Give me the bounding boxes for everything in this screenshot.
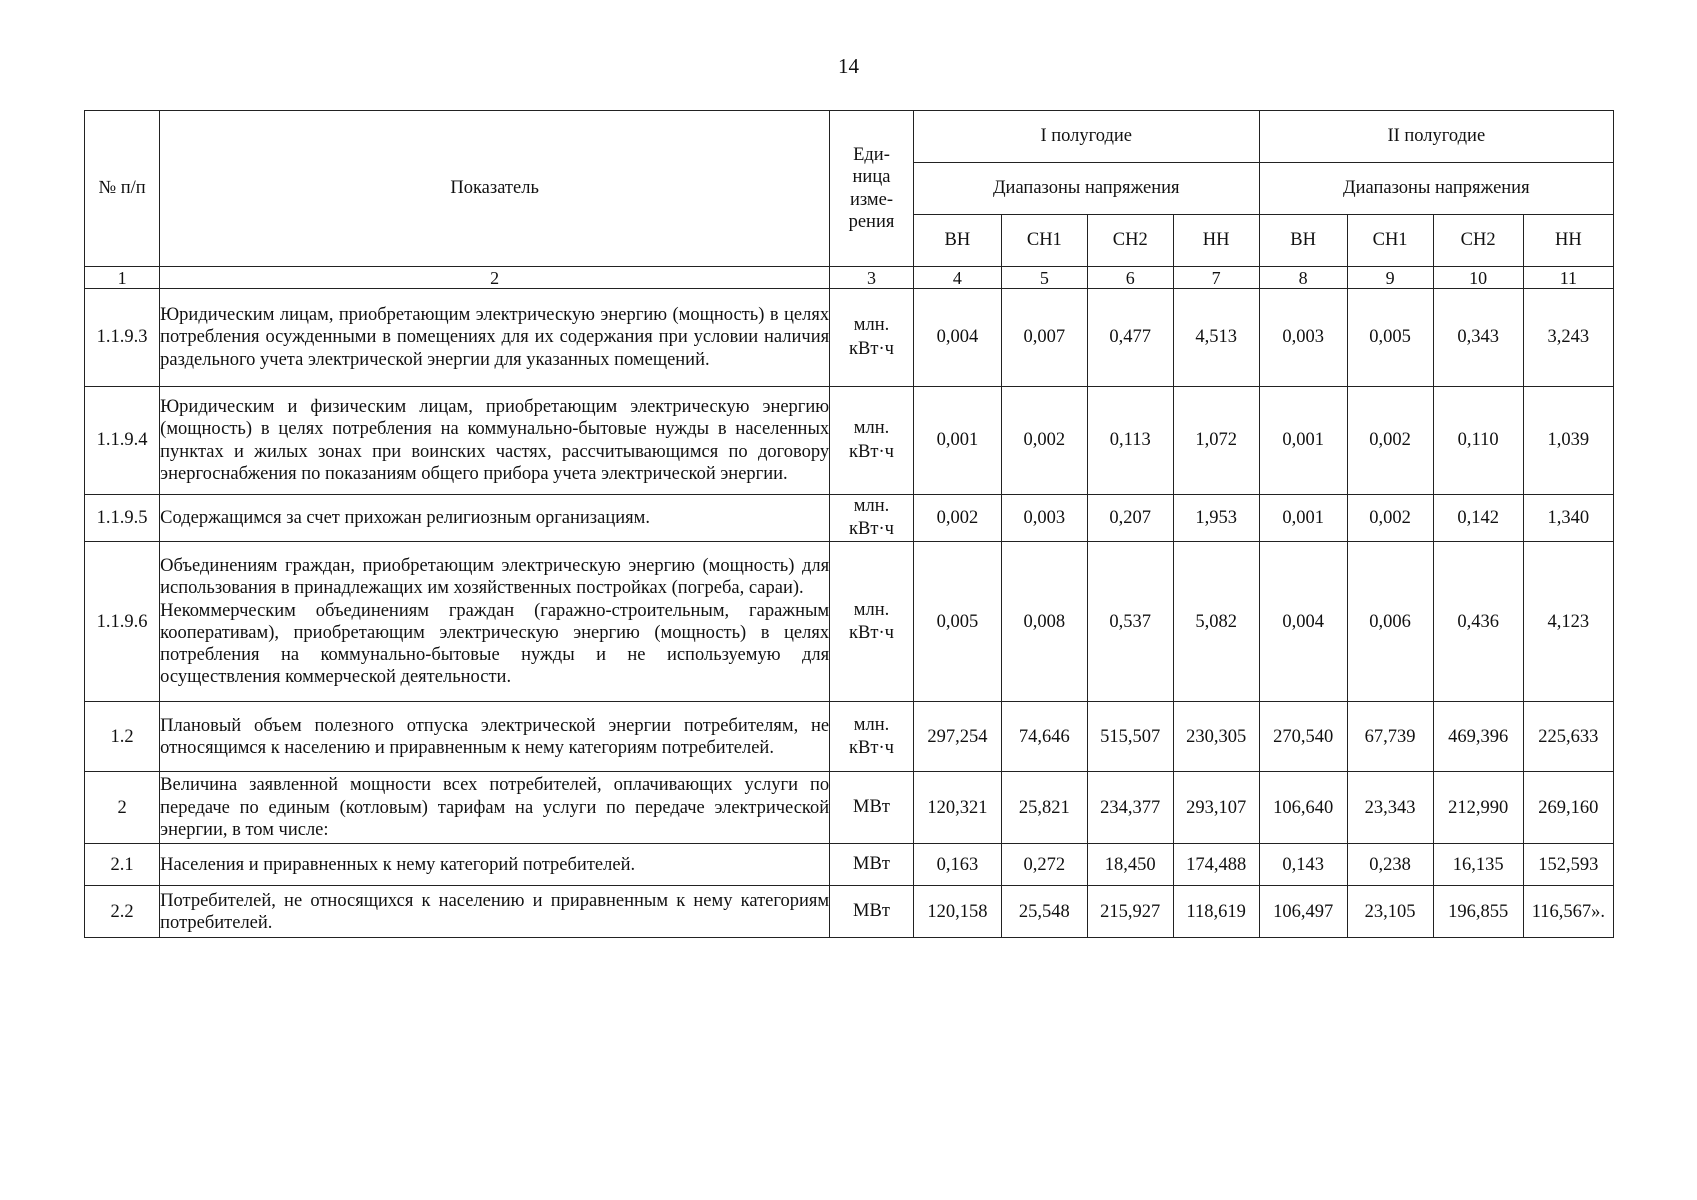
table-row [85,542,1614,702]
row-value: 0,207 [1087,495,1173,542]
row-unit-line: кВт·ч [849,441,894,462]
row-unit-line: кВт·ч [849,622,894,643]
row-unit-line: кВт·ч [849,519,894,540]
row-value: 0,005 [913,542,1001,702]
row-indicator-text: Объединениям граждан, приобретающим электрическую энергию (мощность) для использования в принадлежащих им хозяйственных постройках (погреба, сараи). [160,556,830,599]
row-value: 116,567». [1523,886,1613,938]
header-level: СН1 [1001,215,1087,267]
row-value: 0,163 [913,844,1001,886]
row-unit-line: МВт [853,901,890,922]
row-value: 0,004 [1259,542,1347,702]
row-indicator-text: Потребителей, не относящихся к населению и приравненным к нему категориям потребителей. [160,890,830,933]
row-value: 1,072 [1173,387,1259,495]
row-number: 2.1 [85,844,160,886]
row-value: 0,537 [1087,542,1173,702]
column-number: 1 [85,267,160,289]
row-value: 0,004 [913,289,1001,387]
column-number: 6 [1087,267,1173,289]
row-number: 2.2 [85,886,160,938]
row-indicator [160,289,830,387]
row-unit-line: млн. [853,496,890,516]
column-number: 7 [1173,267,1259,289]
header-level: СН2 [1433,215,1523,267]
row-value: 0,143 [1259,844,1347,886]
row-value: 4,123 [1523,542,1613,702]
row-value: 0,110 [1433,387,1523,495]
row-unit [830,495,914,542]
row-unit-line: млн. [853,714,890,735]
row-value: 120,158 [913,886,1001,938]
row-value: 74,646 [1001,702,1087,772]
row-value: 234,377 [1087,772,1173,844]
column-number: 11 [1523,267,1613,289]
table-row [85,289,1614,387]
row-unit-line: млн. [853,599,890,620]
header-level: СН1 [1347,215,1433,267]
header-level: СН2 [1087,215,1173,267]
row-value: 0,436 [1433,542,1523,702]
table-row [85,772,1614,844]
row-indicator [160,772,830,844]
row-value: 297,254 [913,702,1001,772]
tariff-table [84,110,1614,938]
header-unit-label: Еди-ница изме-рения [848,145,895,232]
row-value: 0,113 [1087,387,1173,495]
row-value: 0,008 [1001,542,1087,702]
row-number: 1.1.9.4 [85,387,160,495]
row-value: 152,593 [1523,844,1613,886]
table-row [85,844,1614,886]
row-value: 270,540 [1259,702,1347,772]
row-value: 174,488 [1173,844,1259,886]
row-indicator-text: Величина заявленной мощности всех потребителей, оплачивающих услуги по передаче по единым (котловым) тарифам на услуги по передаче электрической энергии, в том числе: [160,775,830,840]
row-value: 230,305 [1173,702,1259,772]
row-value: 0,002 [913,495,1001,542]
row-unit [830,772,914,844]
page-number: 14 [838,54,859,78]
row-number: 2 [85,772,160,844]
row-number: 1.1.9.5 [85,495,160,542]
header-half1: I полугодие [913,111,1259,163]
column-number: 9 [1347,267,1433,289]
row-number: 1.2 [85,702,160,772]
row-unit-line: кВт·ч [849,737,894,758]
column-number: 8 [1259,267,1347,289]
row-unit [830,387,914,495]
row-indicator-text: Юридическим лицам, приобретающим электрическую энергию (мощность) в целях потребления осужденными в помещениях для их содержания при условии наличия раздельного учета электрической энергии для указанных помещений. [160,305,830,370]
table-row [85,886,1614,938]
table-body [85,289,1614,938]
column-number: 3 [830,267,914,289]
row-value: 0,003 [1259,289,1347,387]
row-value: 1,039 [1523,387,1613,495]
row-value: 23,105 [1347,886,1433,938]
row-value: 0,005 [1347,289,1433,387]
row-value: 0,002 [1001,387,1087,495]
header-num: № п/п [85,111,160,267]
row-value: 1,340 [1523,495,1613,542]
row-indicator [160,886,830,938]
row-value: 0,006 [1347,542,1433,702]
row-unit [830,844,914,886]
row-value: 0,007 [1001,289,1087,387]
row-unit-line: кВт·ч [849,338,894,359]
row-value: 0,238 [1347,844,1433,886]
row-value: 120,321 [913,772,1001,844]
header-ranges-half2: Диапазоны напряжения [1259,163,1613,215]
row-unit-line: млн. [853,418,890,439]
header-unit [830,111,914,267]
row-value: 106,497 [1259,886,1347,938]
row-value: 0,001 [1259,387,1347,495]
header-level: НН [1173,215,1259,267]
row-value: 225,633 [1523,702,1613,772]
row-indicator [160,495,830,542]
row-value: 5,082 [1173,542,1259,702]
table-row [85,702,1614,772]
row-unit-line: МВт [853,797,890,818]
row-indicator [160,844,830,886]
row-value: 23,343 [1347,772,1433,844]
row-value: 469,396 [1433,702,1523,772]
row-value: 215,927 [1087,886,1173,938]
row-value: 18,450 [1087,844,1173,886]
row-value: 4,513 [1173,289,1259,387]
header-indicator: Показатель [160,111,830,267]
row-value: 0,001 [1259,495,1347,542]
header-level: ВН [913,215,1001,267]
row-value: 0,002 [1347,495,1433,542]
row-value: 0,343 [1433,289,1523,387]
row-indicator [160,542,830,702]
row-value: 0,142 [1433,495,1523,542]
row-unit [830,289,914,387]
row-indicator [160,387,830,495]
row-value: 106,640 [1259,772,1347,844]
row-value: 0,477 [1087,289,1173,387]
row-indicator-text-2: Некоммерческим объединениям граждан (гаражно-строительным, гаражным кооперативам), приобретающим электрическую энергию (мощность) в целях потребления на коммунально-бытовые нужды и не используемую для осуществления коммерческой деятельности. [160,600,830,688]
row-value: 0,003 [1001,495,1087,542]
row-unit-line: МВт [853,854,890,875]
row-value: 196,855 [1433,886,1523,938]
table-row [85,495,1614,542]
row-indicator-text: Населения и приравненных к нему категорий потребителей. [160,854,636,875]
header-ranges-half1: Диапазоны напряжения [913,163,1259,215]
header-level: НН [1523,215,1613,267]
table-row [85,387,1614,495]
column-number: 10 [1433,267,1523,289]
row-value: 269,160 [1523,772,1613,844]
row-value: 515,507 [1087,702,1173,772]
column-number: 5 [1001,267,1087,289]
header-half2: II полугодие [1259,111,1613,163]
row-value: 0,001 [913,387,1001,495]
row-indicator [160,702,830,772]
row-value: 3,243 [1523,289,1613,387]
row-value: 118,619 [1173,886,1259,938]
header-level: ВН [1259,215,1347,267]
row-value: 293,107 [1173,772,1259,844]
row-value: 25,548 [1001,886,1087,938]
row-indicator-text: Юридическим и физическим лицам, приобретающим электрическую энергию (мощность) в целях потребления на коммунально-бытовые нужды в населенных пунктах и жилых зонах при воинских частях, рассчитывающимся по договору энергоснабжения по показаниям общего прибора учета электрической энергии. [160,397,830,484]
row-indicator-text: Плановый объем полезного отпуска электрической энергии потребителям, не относящимся к населению и приравненным к нему категориям потребителей. [160,715,830,758]
row-value: 212,990 [1433,772,1523,844]
row-number: 1.1.9.3 [85,289,160,387]
row-unit [830,542,914,702]
row-value: 25,821 [1001,772,1087,844]
row-unit [830,886,914,938]
row-value: 16,135 [1433,844,1523,886]
row-value: 0,002 [1347,387,1433,495]
row-unit [830,702,914,772]
row-value: 1,953 [1173,495,1259,542]
column-number: 4 [913,267,1001,289]
row-value: 67,739 [1347,702,1433,772]
row-value: 0,272 [1001,844,1087,886]
row-number: 1.1.9.6 [85,542,160,702]
column-number: 2 [160,267,830,289]
row-unit-line: млн. [853,315,890,336]
row-indicator-text: Содержащимся за счет прихожан религиозным организациям. [160,508,650,529]
